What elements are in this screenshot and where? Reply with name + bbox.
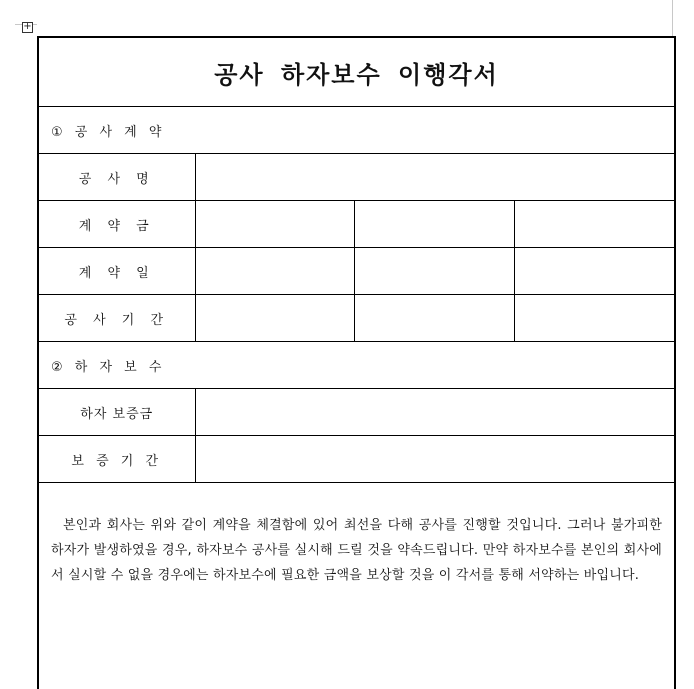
input-contract-date-2[interactable] bbox=[354, 248, 514, 295]
input-defect-deposit[interactable] bbox=[195, 389, 675, 436]
input-contract-date-3[interactable] bbox=[514, 248, 675, 295]
label-warranty-period: 보 증 기 간 bbox=[38, 436, 195, 483]
input-contract-date-1[interactable] bbox=[195, 248, 354, 295]
input-construction-period-3[interactable] bbox=[514, 295, 675, 342]
input-contract-amount-3[interactable] bbox=[514, 201, 675, 248]
pledge-form-table bbox=[37, 36, 676, 689]
input-contract-amount-1[interactable] bbox=[195, 201, 354, 248]
label-defect-deposit: 하자 보증금 bbox=[38, 389, 195, 436]
document-title: 공사 하자보수 이행각서 bbox=[214, 61, 499, 89]
table-move-handle-icon[interactable]: + bbox=[22, 22, 33, 33]
section-heading-defect-repair: ② 하 자 보 수 bbox=[38, 342, 675, 389]
pledge-statement: 본인과 회사는 위와 같이 계약을 체결함에 있어 최선을 다해 공사를 진행할 것입니다. 그러나 불가피한 하자가 발생하였을 경우, 하자보수 공사를 실시해 드릴 것을 약속드립니다. 만약 하자보수를 본인의 회사에서 실시할 수 없을 경우에는 하자보수에 필요한 금액을 보상할 것을 이 각서를 통해 서약하는 바입니다. bbox=[51, 513, 662, 588]
label-construction-period: 공 사 기 간 bbox=[38, 295, 195, 342]
input-contract-amount-2[interactable] bbox=[354, 201, 514, 248]
input-warranty-period[interactable] bbox=[195, 436, 675, 483]
label-contract-date: 계 약 일 bbox=[38, 248, 195, 295]
label-project-name: 공 사 명 bbox=[38, 154, 195, 201]
input-project-name[interactable] bbox=[195, 154, 675, 201]
section-heading-contract: ① 공 사 계 약 bbox=[38, 107, 675, 154]
page-margin-guide bbox=[672, 0, 673, 36]
input-construction-period-2[interactable] bbox=[354, 295, 514, 342]
title-cell bbox=[38, 37, 675, 107]
statement-cell bbox=[38, 483, 675, 689]
label-contract-amount: 계 약 금 bbox=[38, 201, 195, 248]
input-construction-period-1[interactable] bbox=[195, 295, 354, 342]
